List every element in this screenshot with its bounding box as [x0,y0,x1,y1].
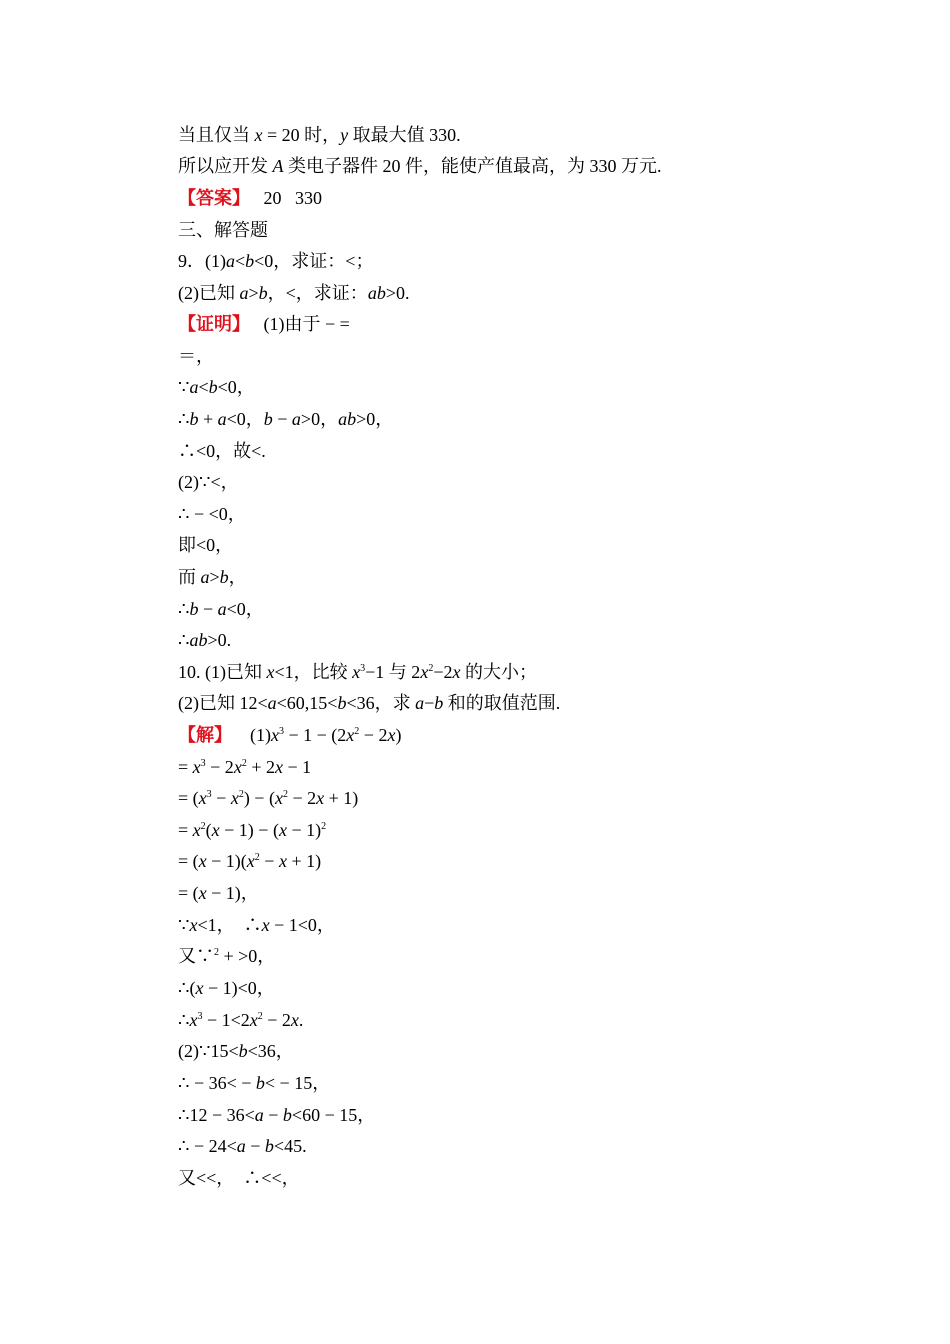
text-run: = ( [178,788,199,808]
text-run: < [198,377,209,397]
text-run: = ( [178,883,199,903]
exponent: 3 [197,1011,203,1022]
text-run: = 20 时， [262,125,341,145]
solution-line [178,723,401,747]
variable: b [282,1105,292,1125]
text-line [178,1071,330,1095]
variable: b [189,409,199,429]
text-run: − 1)， [206,883,259,903]
text-run: ∴ [178,630,190,650]
exponent: 3 [279,726,284,737]
text-line [178,470,239,494]
exponent: 2 [428,663,434,674]
text-run: <0， [217,377,255,397]
text-run: >0. [207,630,232,650]
text-run: <60,15< [276,693,338,713]
text-line [178,976,275,1000]
variable: x [198,788,207,808]
text-run: ( [205,820,212,840]
text-run: − 2 [287,788,317,808]
text-run: + 2 [246,757,275,777]
text-run: + >0， [219,946,276,966]
solution-tag: 【解】 [178,725,232,745]
variable: y [340,125,349,145]
text-line [178,786,358,810]
problem-9-part-1 [178,249,373,273]
variable: x [230,788,239,808]
text-run: >0， [300,409,339,429]
exponent: 3 [360,663,366,674]
text-line [178,913,335,937]
variable: x [246,851,255,871]
text-run: − [424,693,435,713]
text-run: ∴ − 36< − [178,1073,256,1093]
text-run: ∴ [178,599,190,619]
variable: x [274,757,283,777]
variable: a [254,1105,264,1125]
variable: x [266,662,275,682]
text-run: 又<<， ∴<<， [178,1168,300,1188]
text-run: 9．(1) [178,251,226,271]
text-run: (2)∵<， [178,472,239,492]
variable: b [255,1073,265,1093]
variable: b [264,1136,274,1156]
variable: x [420,662,429,682]
variable: x [254,125,263,145]
variable: x [346,725,355,745]
text-run: (2)∵15< [178,1041,239,1061]
text-run: (2)已知 12< [178,693,268,713]
text-run: <0， [226,409,264,429]
text-run: ∴ − 24< [178,1136,237,1156]
text-line [178,818,326,842]
variable: x [189,915,198,935]
variable: x [452,662,461,682]
variable: x [278,851,287,871]
variable: ab [367,283,386,303]
variable: x [274,788,283,808]
text-run: ，<，求证： [267,283,368,303]
text-run: 又∵ [178,946,214,966]
variable: x [189,1010,198,1030]
text-line [178,565,247,589]
problem-9-part-2 [178,281,409,305]
text-line [178,154,662,178]
variable: x [290,1010,299,1030]
variable: x [233,757,242,777]
text-line [178,1166,300,1190]
text-run: <1，比较 [274,662,353,682]
text-run: 10. (1)已知 [178,662,267,682]
text-run: ， [228,567,247,587]
answer-line [178,186,322,210]
text-run: > [248,283,259,303]
text-run: − 1)<0， [203,978,275,998]
text-run: − 1) [286,820,322,840]
variable: x [211,820,220,840]
text-run: <45. [273,1136,307,1156]
text-run: + [198,409,218,429]
text-run: 类电子器件 20 件，能使产值最高，为 330 万元. [283,156,662,176]
variable: x [198,851,207,871]
variable: x [316,788,325,808]
text-run: −2 [433,662,453,682]
variable: x [192,820,201,840]
text-line [178,439,266,463]
variable: x [198,883,207,903]
proof-tag: 【证明】 [178,314,250,334]
text-run: ∵ [178,377,190,397]
variable: b [189,599,199,619]
text-run: − 1 [282,757,312,777]
variable: ab [189,630,208,650]
text-run: − 2 [262,1010,291,1030]
text-run: (1)由于 − = [250,314,350,334]
text-run: <36，求 [346,693,416,713]
text-run: + 1) [324,788,359,808]
text-run: = [178,820,193,840]
proof-line [178,312,350,336]
exponent: 2 [257,1011,263,1022]
text-run: 和 [443,693,466,713]
text-run: − [259,851,279,871]
text-run: 三、解答题 [178,220,268,240]
text-line [178,944,275,968]
text-run: <0，求证：<； [254,251,374,271]
variable: x [278,820,287,840]
variable: a [189,377,199,397]
variable: b [219,567,229,587]
exponent: 2 [241,758,247,769]
problem-10-part-2 [178,691,560,715]
variable: x [195,978,204,998]
text-line [178,755,311,779]
exponent: 2 [354,726,360,737]
variable: x [249,1010,258,1030]
text-run: (2)已知 [178,283,240,303]
variable: x [192,757,201,777]
variable: b [434,693,444,713]
text-run: ∴<0，故<. [178,441,266,461]
text-run: >0. [385,283,410,303]
text-line [178,407,393,431]
variable: b [263,409,273,429]
text-run: >0， [356,409,394,429]
text-line [178,597,264,621]
variable: b [208,377,218,397]
text-run: − 2 [205,757,234,777]
text-run: 的大小； [460,662,537,682]
text-run: − 2 [359,725,388,745]
text-line [178,344,214,368]
exponent: 2 [282,789,288,800]
exponent: 3 [200,758,206,769]
text-run: <36， [247,1041,294,1061]
text-run: − [198,599,218,619]
text-run: − 1) − ( [219,820,279,840]
exponent: 2 [254,852,260,863]
text-run: ) [395,725,402,745]
exponent: 3 [206,789,212,800]
variable: x [271,725,279,745]
answer-tag: 【答案】 [178,188,250,208]
text-run: − [263,1105,283,1125]
text-run: − 1 − (2 [284,725,347,745]
variable: x [387,725,396,745]
text-line [178,849,321,873]
text-run: + 1) [286,851,322,871]
text-run: − [245,1136,265,1156]
variable: b [337,693,347,713]
variable: a [226,251,235,271]
text-run: 即<0， [178,535,234,555]
variable: x [352,662,361,682]
variable: ab [338,409,357,429]
text-line [178,881,259,905]
section-heading [178,218,268,242]
text-run: ∴( [178,978,196,998]
exponent: 2 [321,821,327,832]
text-line [178,1103,375,1127]
text-run: 当且仅当 [178,125,255,145]
text-line [178,123,461,147]
problem-10-part-1 [178,660,537,684]
text-run: ∵ [178,915,190,935]
variable: a [217,409,227,429]
variable: a [217,599,227,619]
variable: a [415,693,425,713]
variable: x [261,915,270,935]
variable: A [272,156,284,176]
text-run: − [211,788,231,808]
text-line [178,1008,303,1032]
variable: a [291,409,301,429]
text-run: ) − ( [243,788,275,808]
text-run: <0， [226,599,264,619]
text-line [178,628,231,652]
text-run: 的取值范围. [465,693,561,713]
text-run: . [298,1010,304,1030]
text-run: (1) [232,725,271,745]
text-run: − [272,409,292,429]
text-run: ∴12 − 36< [178,1105,255,1125]
text-run: 所以应开发 [178,156,273,176]
text-run: > [209,567,220,587]
text-run: = [178,757,193,777]
text-run: ＝， [178,346,214,366]
exponent: 2 [200,821,206,832]
text-line [178,1039,294,1063]
variable: a [200,567,210,587]
text-run: < [235,251,246,271]
text-run: − 1<2 [202,1010,250,1030]
variable: a [267,693,277,713]
text-run: ∴ [178,409,190,429]
variable: b [258,283,268,303]
text-run: < − 15， [264,1073,331,1093]
variable: a [239,283,249,303]
text-run: 而 [178,567,201,587]
text-run: = ( [178,851,199,871]
text-line [178,375,255,399]
text-run: 取最大值 330. [348,125,461,145]
variable: b [245,251,255,271]
text-run: <1， ∴ [197,915,262,935]
variable: b [238,1041,248,1061]
text-run: − 1<0， [269,915,335,935]
text-run: −1 与 2 [365,662,421,682]
text-run: <60 − 15， [291,1105,376,1125]
text-run: 20 330 [250,188,322,208]
text-run: ∴ [178,1010,190,1030]
text-line [178,533,233,557]
text-line [178,502,246,526]
exponent: 2 [238,789,244,800]
text-run: − 1)( [206,851,247,871]
exponent: 2 [214,947,219,958]
text-run: ∴ − <0， [178,504,246,524]
text-line [178,1134,307,1158]
variable: a [236,1136,246,1156]
